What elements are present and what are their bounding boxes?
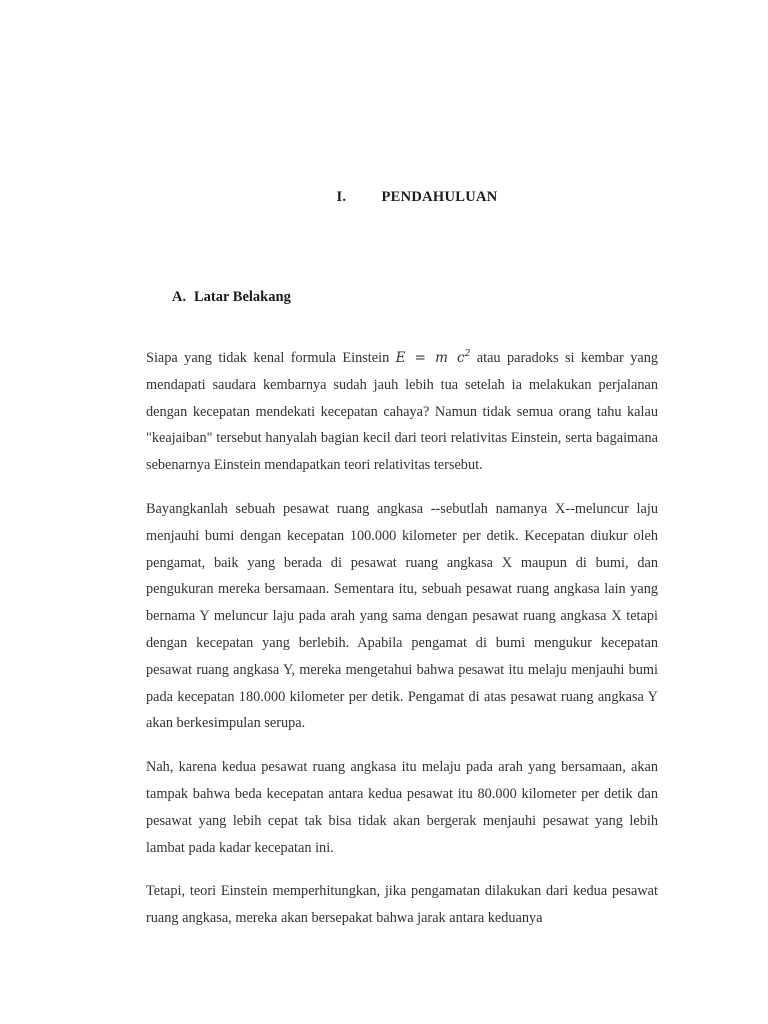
- einstein-formula: E = m $c^2$: [395, 349, 471, 366]
- chapter-title: PENDAHULUAN: [381, 189, 498, 205]
- paragraph-1-rest: atau paradoks si kembar yang mendapati saudara kembarnya sudah jauh lebih tua setelah ia melakukan perjalanan dengan kecepatan mendekati kecepatan cahaya? Namun tidak semua orang tahu kalau "keajaiban" tersebut hanyalah bagian kecil dari teori relativitas Einstein, serta bagaimana sebenarnya Einstein mendapatkan teori relativitas tersebut.: [146, 350, 658, 474]
- paragraph-2: Bayangkanlah sebuah pesawat ruang angkasa --sebutlah namanya X--meluncur laju menjauhi bumi dengan kecepatan 100.000 kilometer per detik. Kecepatan diukur oleh pengamat, baik yang berada di pesawat ruang angkasa X maupun di bumi, dan pengukuran mereka bersamaan. Sementara itu, sebuah pesawat ruang angkasa lain yang bernama Y meluncur laju pada arah yang sama dengan pesawat ruang angkasa X tetapi dengan kecepatan yang berlebih. Apabila pengamat di bumi mengukur kecepatan pesawat ruang angkasa Y, mereka mengetahui bahwa pesawat itu melaju menjauhi bumi pada kecepatan 180.000 kilometer per detik. Pengamat di atas pesawat ruang angkasa Y akan berkesimpulan serupa.: [146, 500, 658, 732]
- section-heading: [172, 289, 291, 306]
- section-title: Latar Belakang: [194, 289, 291, 305]
- chapter-heading: [0, 189, 768, 206]
- chapter-number: I.: [336, 189, 347, 205]
- body-text: [146, 345, 658, 949]
- paragraph-1: [146, 345, 658, 479]
- paragraph-4: Tetapi, teori Einstein memperhitungkan, jika pengamatan dilakukan dari kedua pesawat ruang angkasa, mereka akan bersepakat bahwa jarak antara keduanya: [146, 883, 658, 927]
- section-letter: A.: [172, 289, 187, 305]
- paragraph-3: Nah, karena kedua pesawat ruang angkasa itu melaju pada arah yang bersamaan, akan tampak bahwa beda kecepatan antara kedua pesawat itu 80.000 kilometer per detik dan pesawat yang lebih cepat tak bisa tidak akan bergerak menjauhi pesawat yang lebih lambat pada kadar kecepatan ini.: [146, 759, 658, 856]
- paragraph-1-intro: Siapa yang tidak kenal formula Einstein: [146, 350, 390, 366]
